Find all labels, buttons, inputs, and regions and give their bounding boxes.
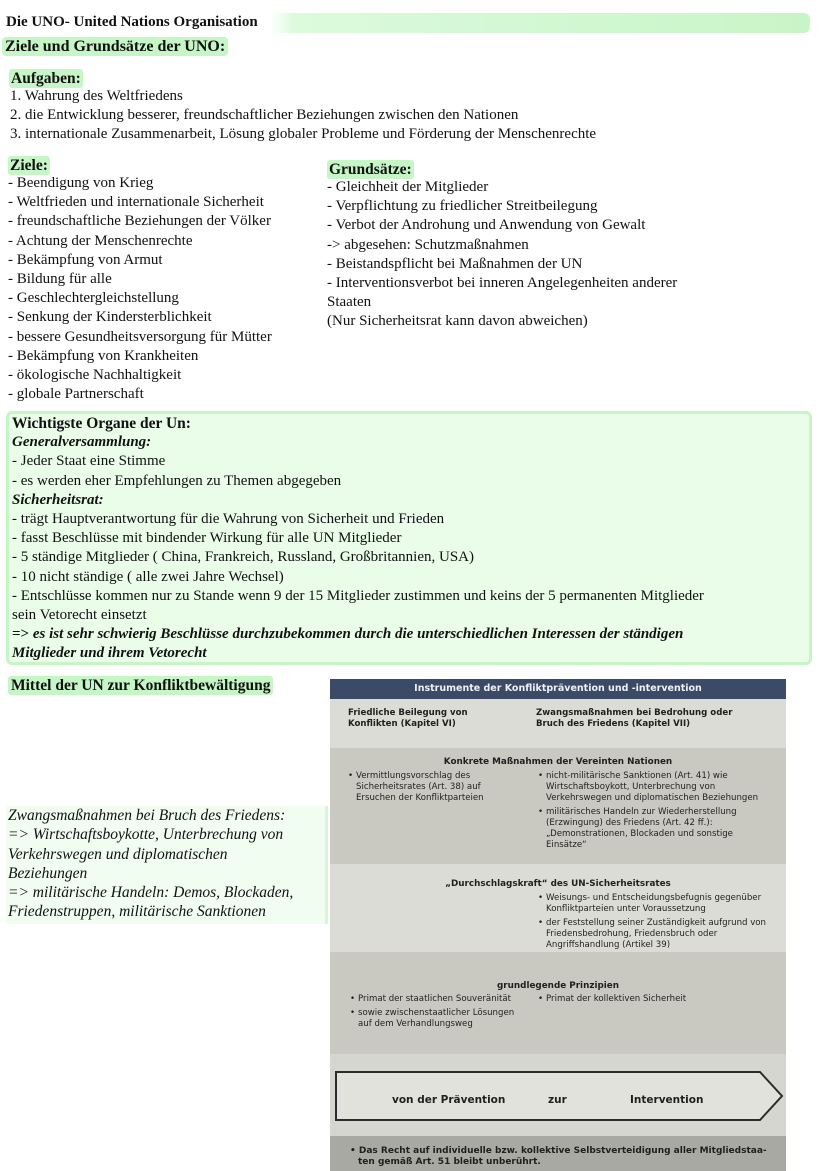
list-item: Staaten: [327, 294, 372, 311]
measures-heading: Konkrete Maßnahmen der Vereinten Nationen: [443, 757, 673, 767]
conclusion-arrow: =>: [12, 626, 33, 643]
sicherheitsrat-heading: Sicherheitsrat:: [12, 491, 104, 508]
list-item: - Verpflichtung zu friedlicher Streitbeilegung: [327, 198, 598, 215]
page-title: Die UNO- United Nations Organisation: [6, 14, 258, 30]
conclusion-line: [12, 625, 802, 644]
list-item: - fasst Beschlüsse mit bindender Wirkung für alle UN Mitglieder: [12, 530, 402, 547]
ziele-list: [8, 174, 272, 404]
list-item: - globale Partnerschaft: [8, 386, 144, 403]
list-item: (Nur Sicherheitsrat kann davon abweichen): [327, 313, 588, 330]
title-line: Friedliche Beilegung von: [348, 708, 468, 718]
arrow-label-from: von der Prävention: [392, 1094, 506, 1106]
principles-heading: grundlegende Prinzipien: [496, 981, 620, 991]
list-item: -> abgesehen: Schutzmaßnahmen: [327, 236, 529, 253]
list-item: - ökologische Nachhaltigkeit: [8, 367, 182, 384]
list-item: - Achtung der Menschenrechte: [8, 232, 193, 249]
list-item: • Primat der staatlichen Souveränität: [350, 994, 515, 1005]
organe-content: [12, 414, 802, 664]
list-item: - Weltfrieden und internationale Sicherheit: [8, 194, 264, 211]
list-item: - freundschaftliche Beziehungen der Völker: [8, 213, 271, 230]
principles-left-list: [350, 994, 515, 1033]
list-item: - Beendigung von Krieg: [8, 175, 154, 191]
footer-line: ten gemäß Art. 51 bleibt unberührt.: [358, 1157, 541, 1167]
power-heading: „Durchschlagskraft“ des UN-Sicherheitsrates: [445, 879, 671, 889]
list-item: • militärisches Handeln zur Wiederherstellung (Erzwingung) des Friedens (Art. 42 ff.): „Demonstrationen, Blockaden und sonstige Einsätze“: [538, 807, 766, 851]
list-item: - Senkung der Kindersterblichkeit: [8, 309, 212, 326]
arrow-label-to: Intervention: [630, 1094, 704, 1106]
note-line: Friedenstruppen, militärische Sanktionen: [8, 903, 266, 921]
self-defense-footer: [350, 1146, 770, 1168]
list-item: 1. Wahrung des Weltfriedens: [10, 88, 183, 104]
title-line: Bruch des Friedens (Kapitel VII): [536, 719, 691, 729]
measures-right-list: [538, 771, 766, 854]
list-item: - Bekämpfung von Krankheiten: [8, 347, 199, 364]
list-item: • Vermittlungsvorschlag des Sicherheitsrates (Art. 38) auf Ersuchen der Konfliktparteien: [348, 771, 518, 804]
footer-text: Das Recht auf individuelle bzw. kollektive Selbstverteidigung aller Mitgliedstaa-: [358, 1146, 767, 1156]
list-item: - Verbot der Androhung und Anwendung von Gewalt: [327, 217, 646, 234]
grundsaetze-list: [327, 178, 677, 332]
grundsaetze-heading: Grundsätze:: [329, 161, 412, 178]
list-item: 3. internationale Zusammenarbeit, Lösung globaler Probleme und Förderung der Menschenrechte: [10, 126, 597, 143]
conflict-instruments-figure: [330, 679, 786, 1171]
list-item: • der Feststellung seiner Zuständigkeit aufgrund von Friedensbedrohung, Friedensbruch oder Angriffshandlung (Artikel 39): [538, 918, 766, 951]
note-line: Beziehungen: [8, 864, 88, 882]
footer-line: • Das Recht auf individuelle bzw. kollektive Selbstverteidigung aller Mitgliedstaa-: [350, 1146, 767, 1156]
generalversammlung-heading: Generalversammlung:: [12, 434, 152, 451]
conclusion-text: es ist sehr schwierig Beschlüsse durchzubekommen durch die unterschiedlichen Interessen der ständigen: [32, 626, 684, 643]
page-subtitle: Ziele und Grundsätze der UNO:: [2, 37, 228, 56]
list-item: - Interventionsverbot bei inneren Angelegenheiten anderer: [327, 275, 678, 292]
title-line: Zwangsmaßnahmen bei Bedrohung oder: [536, 708, 733, 718]
list-item: - Jeder Staat eine Stimme: [12, 453, 166, 470]
list-item: - es werden eher Empfehlungen zu Themen abgegeben: [12, 472, 342, 489]
note-line: => Wirtschaftsboykotte, Unterbrechung von: [8, 826, 284, 844]
list-item: - 5 ständige Mitglieder ( China, Frankreich, Russland, Großbritannien, USA): [12, 549, 474, 566]
list-item: - Bildung für alle: [8, 271, 112, 288]
chapter-vi-title: [348, 708, 538, 730]
list-item: - bessere Gesundheitsversorgung für Mütter: [8, 328, 272, 345]
conclusion-text-2: Mitglieder und ihrem Vetorecht: [12, 645, 207, 662]
note-line: => militärische Handeln: Demos, Blockaden,: [8, 884, 294, 902]
arrow-label-mid: zur: [548, 1094, 567, 1106]
power-list: [538, 893, 766, 954]
aufgaben-heading: Aufgaben:: [11, 70, 81, 87]
note-line: Zwangsmaßnahmen bei Bruch des Friedens:: [8, 807, 286, 824]
list-item: • sowie zwischenstaatlicher Lösungen auf dem Verhandlungsweg: [350, 1008, 515, 1030]
measures-left-list: [348, 771, 518, 807]
list-item: sein Vetorecht einsetzt: [12, 607, 147, 624]
list-item: - Beistandspflicht bei Maßnahmen der UN: [327, 255, 583, 272]
aufgaben-list: [10, 87, 596, 145]
list-item: - trägt Hauptverantwortung für die Wahrung von Sicherheit und Frieden: [12, 511, 445, 528]
list-item: • Primat der kollektiven Sicherheit: [538, 994, 766, 1005]
ziele-heading: Ziele:: [10, 157, 48, 174]
list-item: - Bekämpfung von Armut: [8, 251, 163, 268]
chapter-vii-title: [536, 708, 776, 730]
list-item: - Geschlechtergleichstellung: [8, 290, 179, 307]
list-item: - 10 nicht ständige ( alle zwei Jahre Wechsel): [12, 568, 284, 585]
list-item: 2. die Entwicklung besserer, freundschaftlicher Beziehungen zwischen den Nationen: [10, 107, 519, 124]
list-item: • Weisungs- und Entscheidungsbefugnis gegenüber Konfliktparteien unter Voraussetzung: [538, 893, 766, 915]
title-line: Konflikten (Kapitel VI): [348, 719, 456, 729]
note-text: [8, 806, 330, 922]
mittel-heading: Mittel der UN zur Konfliktbewältigung: [8, 676, 273, 695]
organe-heading: Wichtigste Organe der Un:: [12, 415, 191, 432]
list-item: - Entschlüsse kommen nur zu Stande wenn 9 der 15 Mitglieder zustimmen und keins der 5 permanenten Mitglieder: [12, 587, 704, 604]
principles-right-list: [538, 994, 766, 1008]
figure-header: Instrumente der Konfliktprävention und -intervention: [330, 679, 786, 699]
list-item: - Gleichheit der Mitglieder: [327, 179, 489, 195]
list-item: • nicht-militärische Sanktionen (Art. 41) wie Wirtschaftsboykott, Unterbrechung von Verkehrswegen und diplomatischen Beziehungen: [538, 771, 766, 804]
note-line: Verkehrswegen und diplomatischen: [8, 845, 228, 863]
